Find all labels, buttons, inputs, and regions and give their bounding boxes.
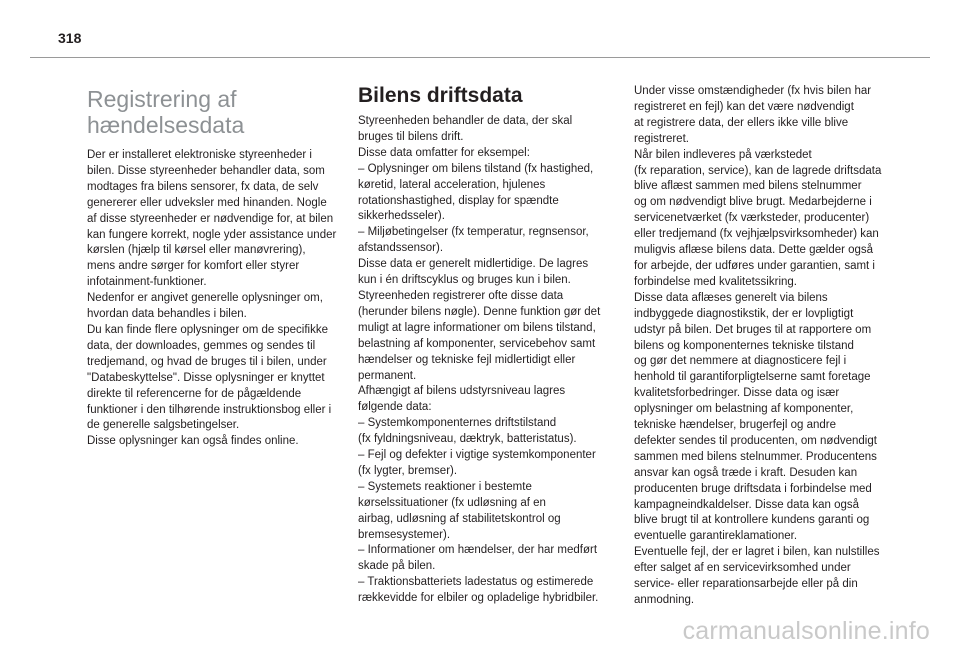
- event-data-body: Der er installeret elektroniske styreenheder i bilen. Disse styreenheder behandler data, som modtages fra bilens sensorer, fx data, de selv genererer eller udveksler med hinanden. Nogle af disse styreenheder er nødvendige for, at bilen kan fungere korrekt, nogle yder assistance under kørslen (hjælp til kørsel eller manøvrering), mens andre sørger for komfort eller styrer infotainment-funktioner. Nedenfor er angivet generelle oplysninger om, hvordan data behandles i bilen. Du kan finde flere oplysninger om de specifikke data, der downloades, gemmes og sendes til tredjemand, og hvad de bruges til i bilen, under "Databeskyttelse". Disse oplysninger er knyttet direkte til referencerne for de pågældende funktioner i den tilhørende instruktionsbog eller i de generelle salgsbetingelser. Disse oplysninger kan også findes online.: [87, 149, 337, 448]
- section-title-event-data: Registrering af hændelsesdata: [87, 86, 245, 138]
- column-vehicle-operating-data: [358, 84, 620, 607]
- column-event-data-recording: [87, 84, 349, 450]
- column-data-readout: [634, 84, 896, 609]
- header-divider: [30, 57, 930, 58]
- data-readout-body: Under visse omstændigheder (fx hvis bilen har registreret en fejl) kan det være nødvendigt at registrere data, der ellers ikke ville blive registreret. Når bilen indleveres på værkstedet (fx reparation, service), kan de lagrede driftsdata blive aflæst sammen med bilens stelnummer og om nødvendigt blive brugt. Medarbejderne i servicenetværket (fx værksteder, producenter) eller tredjemand (fx vejhjælpsvirksomheder) kan muligvis aflæse bilens data. Dette gælder også for arbejde, der udføres under garantien, samt i forbindelse med kvalitetssikring. Disse data aflæses generelt via bilens indbyggede diagnostikstik, der er lovpligtigt udstyr på bilen. Det bruges til at rapportere om bilens og komponenternes tekniske tilstand og gør det nemmere at diagnosticere fejl i henhold til garantiforpligtelserne samt foretage kvalitetsforbedringer. Disse data og især oplysninger om belastning af komponenter, tekniske hændelser, brugerfejl og andre defekter sendes til producenten, om nødvendigt sammen med bilens stelnummer. Producentens ansvar kan også træde i kraft. Desuden kan producenten bruge driftsdata i forbindelse med kampagneindkaldelser. Disse data kan også blive brugt til at kontrollere kundens garanti og eventuelle garantireklamationer. Eventuelle fejl, der er lagret i bilen, kan nulstilles efter salget af en servicevirksomhed under service- eller reparationsarbejde eller på din anmodning.: [634, 85, 882, 606]
- watermark-text: carmanualsonline.info: [682, 617, 930, 645]
- page-number: 318: [58, 30, 82, 46]
- section-title-operating-data: Bilens driftsdata: [358, 84, 523, 107]
- operating-data-body: Styreenheden behandler de data, der skal bruges til bilens drift. Disse data omfatter for eksempel: – Oplysninger om bilens tilstand (fx hastighed, køretid, lateral acceleration, hjulenes rotationshastighed, display for spændte sikkerhedsseler). – Miljøbetingelser (fx temperatur, regnsensor, afstandssensor). Disse data er generelt midlertidige. De lagres kun i én driftscyklus og bruges kun i bilen. Styreenheden registrerer ofte disse data (herunder bilens nøgle). Denne funktion gør det muligt at lagre informationer om bilens tilstand, belastning af komponenter, servicebehov samt hændelser og tekniske fejl midlertidigt eller permanent. Afhængigt af bilens udstyrsniveau lagres følgende data: – Systemkomponenternes driftstilstand (fx fyldningsniveau, dæktryk, batteristatus). – Fejl og defekter i vigtige systemkomponenter (fx lygter, bremser). – Systemets reaktioner i bestemte kørselssituationer (fx udløsning af en airbag, udløsning af stabilitetskontrol og bremsesystemer). – Informationer om hændelser, der har medført skade på bilen. – Traktionsbatteriets ladestatus og estimerede rækkevidde for elbiler og opladelige hybridbiler.: [358, 115, 601, 605]
